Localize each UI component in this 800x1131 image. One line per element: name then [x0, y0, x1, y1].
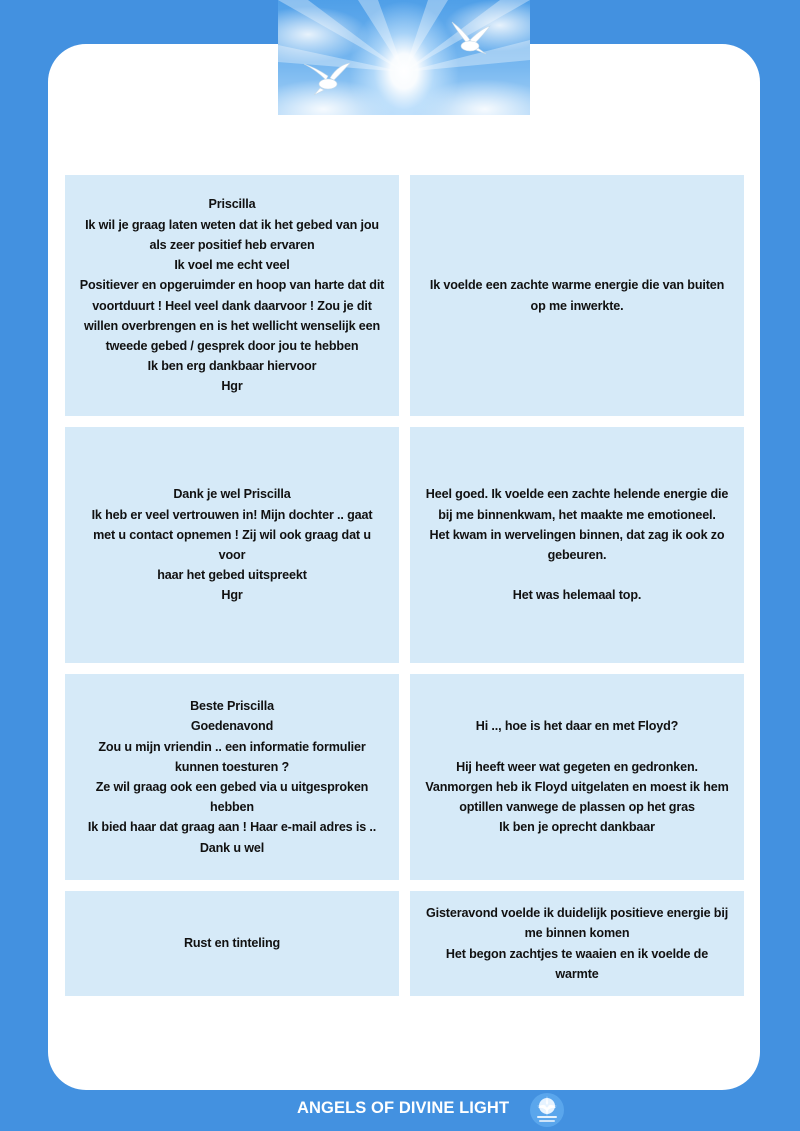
footer-brand-title: ANGELS OF DIVINE LIGHT — [297, 1099, 510, 1117]
testimonial-card-8 — [410, 891, 744, 996]
testimonial-text: Dank je wel Priscilla Ik heb er veel vertrouwen in! Mijn dochter .. gaat met u contact opnemen ! Zij wil ook graag dat u voor haar het gebed uitspreekt Hgr — [91, 487, 373, 603]
testimonial-card-1 — [65, 175, 399, 416]
testimonial-text: Rust en tinteling — [183, 936, 281, 951]
testimonial-card-2 — [410, 175, 744, 416]
header-banner-image — [278, 0, 530, 115]
testimonial-grid — [65, 175, 744, 996]
dove-left-icon — [304, 63, 350, 95]
testimonial-card-5 — [65, 674, 399, 880]
testimonial-card-4 — [410, 427, 744, 663]
testimonial-text: Heel goed. Ik voelde een zachte helende energie die bij me binnenkwam, het maakte me emotioneel. Het kwam in wervelingen binnen, dat zag ik ook zo gebeuren. Het was helemaal top. — [425, 487, 729, 603]
testimonial-card-3 — [65, 427, 399, 663]
footer — [0, 1092, 800, 1128]
testimonial-card-7 — [65, 891, 399, 996]
testimonial-text: Hi .., hoe is het daar en met Floyd? Hij heeft weer wat gegeten en gedronken. Vanmorgen heb ik Floyd uitgelaten en moest ik hem optillen vanwege de plassen op het gras Ik ben je oprecht dankbaar — [425, 719, 729, 835]
testimonial-text: Gisteravond voelde ik duidelijk positieve energie bij me binnen komen Het begon zachtjes te waaien en ik voelde de warmte — [425, 906, 729, 981]
testimonial-text: Beste Priscilla Goedenavond Zou u mijn vriendin .. een informatie formulier kunnen toesturen ? Ze wil graag ook een gebed via u uitgesproken hebben Ik bied haar dat graag aan ! Haar e-mail adres is .. Dank u wel — [87, 699, 377, 855]
dove-icon-group — [278, 0, 530, 115]
testimonial-card-6 — [410, 674, 744, 880]
testimonial-text: Priscilla Ik wil je graag laten weten dat ik het gebed van jou als zeer positief heb ervaren Ik voel me echt veel Positiever en opgeruimder en hoop van harte dat dit voortduurt ! Heel veel dank daarvoor ! Zou je dit willen overbrengen en is het wellicht wenselijk een tweede gebed / gesprek door jou te hebben Ik ben erg dankbaar hiervoor Hgr — [79, 197, 385, 394]
testimonial-text: Ik voelde een zachte warme energie die van buiten op me inwerkte. — [429, 278, 725, 313]
angel-logo-icon — [529, 1092, 565, 1128]
